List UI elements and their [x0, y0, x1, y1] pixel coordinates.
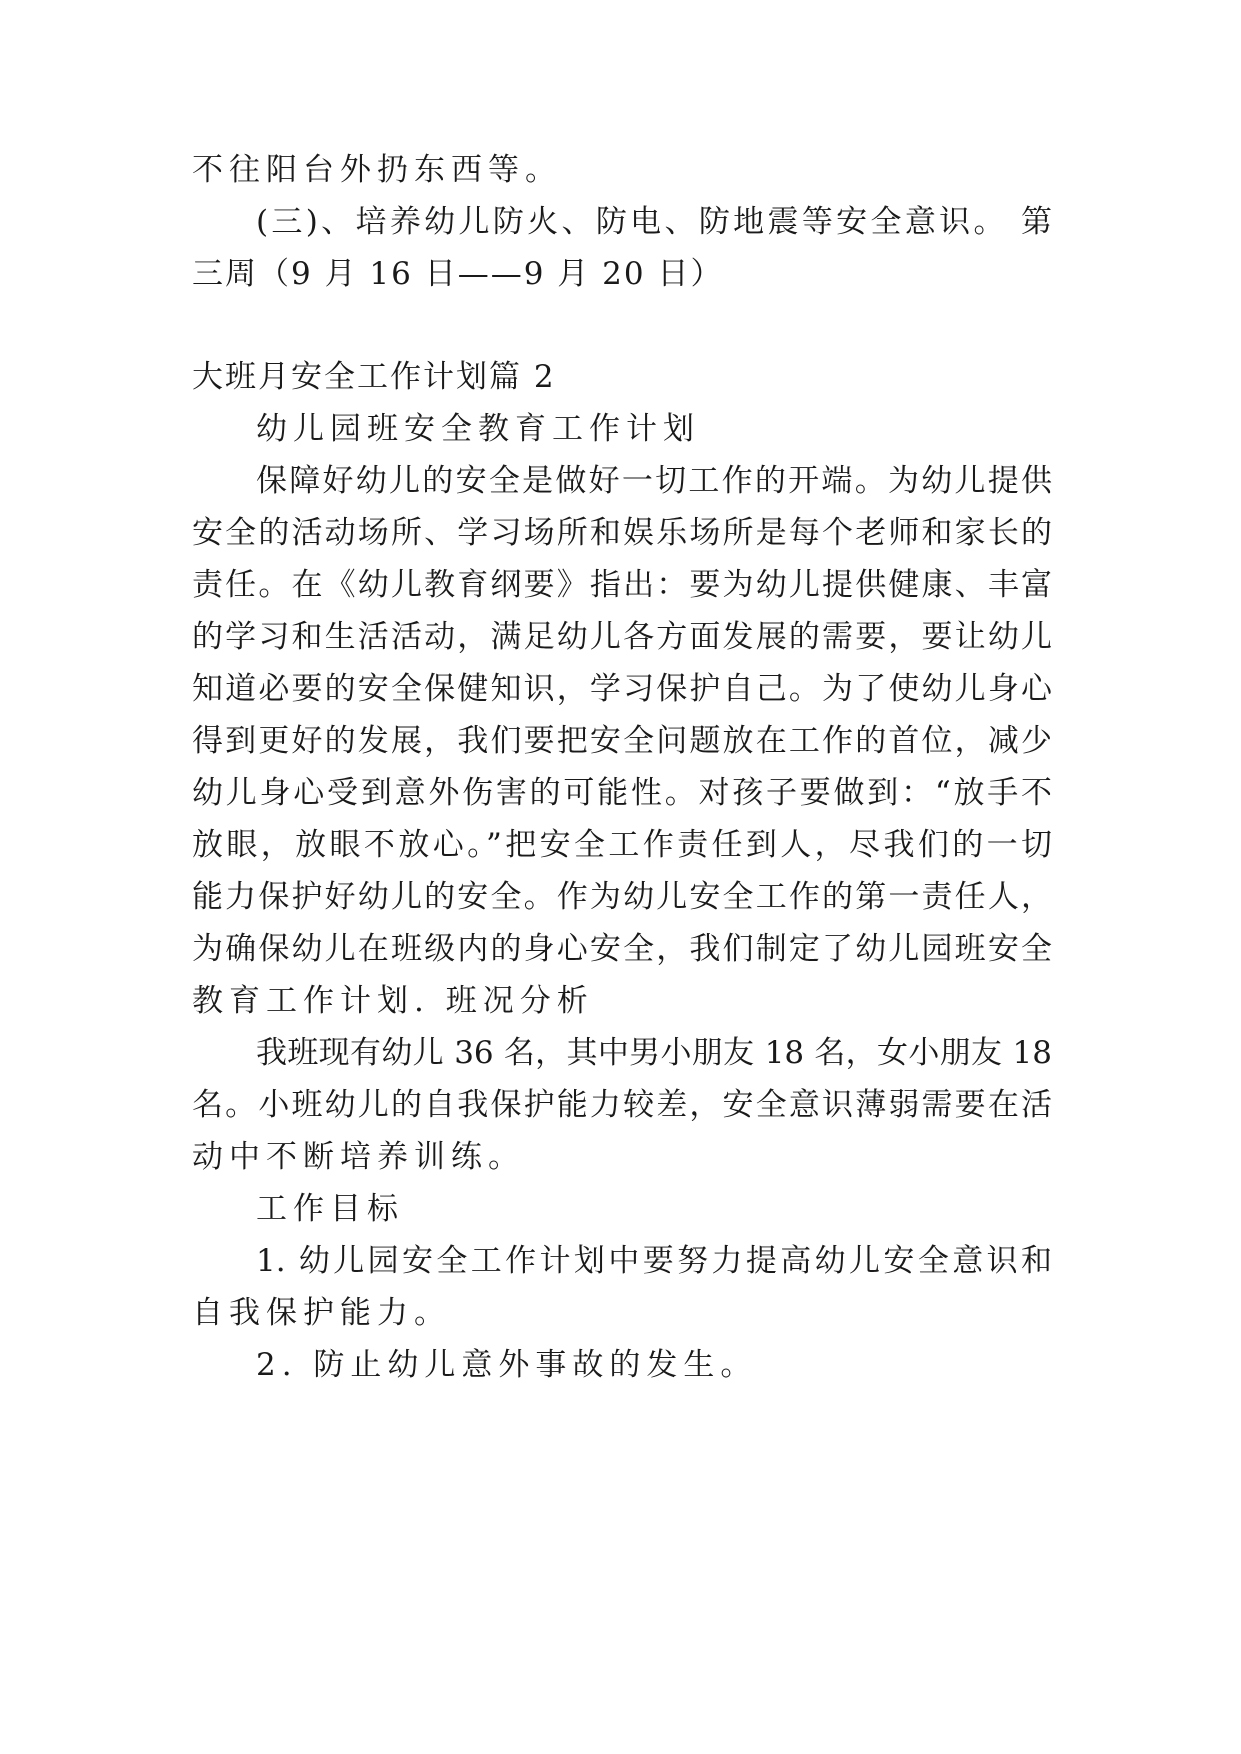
paragraph-line: 放眼，放眼不放心。”把安全工作责任到人，尽我们的一切	[192, 827, 1052, 863]
week-range-line: 三周（9 月 16 日——9 月 20 日）	[192, 256, 724, 292]
paragraph-line: 不往阳台外扔东西等。	[192, 152, 562, 188]
subsection-heading: 工作目标	[256, 1191, 404, 1227]
paragraph-line: 幼儿身心受到意外伤害的可能性。对孩子要做到：“放手不	[192, 775, 1052, 811]
paragraph-line: 安全的活动场所、学习场所和娱乐场所是每个老师和家长的	[192, 515, 1052, 551]
paragraph-line: 名。小班幼儿的自我保护能力较差，安全意识薄弱需要在活	[192, 1087, 1052, 1123]
plan-title: 幼儿园班安全教育工作计划	[256, 411, 700, 447]
paragraph-line: 能力保护好幼儿的安全。作为幼儿安全工作的第一责任人，	[192, 879, 1052, 915]
paragraph-line: (三)、培养幼儿防火、防电、防地震等安全意识。 第	[256, 204, 1052, 240]
section-heading: 大班月安全工作计划篇 2	[192, 359, 556, 395]
list-item: 1. 幼儿园安全工作计划中要努力提高幼儿安全意识和	[256, 1243, 1052, 1279]
paragraph-line: 责任。在《幼儿教育纲要》指出：要为幼儿提供健康、丰富	[192, 567, 1052, 603]
paragraph-line: 得到更好的发展，我们要把安全问题放在工作的首位，减少	[192, 723, 1052, 759]
paragraph-line: 我班现有幼儿 36 名，其中男小朋友 18 名，女小朋友 18	[256, 1035, 1052, 1071]
paragraph-line: 保障好幼儿的安全是做好一切工作的开端。为幼儿提供	[256, 463, 1052, 499]
paragraph-line: 知道必要的安全保健知识，学习保护自己。为了使幼儿身心	[192, 671, 1052, 707]
paragraph-line: 的学习和生活活动，满足幼儿各方面发展的需要，要让幼儿	[192, 619, 1052, 655]
list-item: 2. 防止幼儿意外事故的发生。	[256, 1347, 758, 1383]
paragraph-line: 教育工作计划. 班况分析	[192, 983, 594, 1019]
paragraph-line: 动中不断培养训练。	[192, 1139, 525, 1175]
paragraph-line: 为确保幼儿在班级内的身心安全，我们制定了幼儿园班安全	[192, 931, 1052, 967]
list-item-continuation: 自我保护能力。	[192, 1295, 451, 1331]
